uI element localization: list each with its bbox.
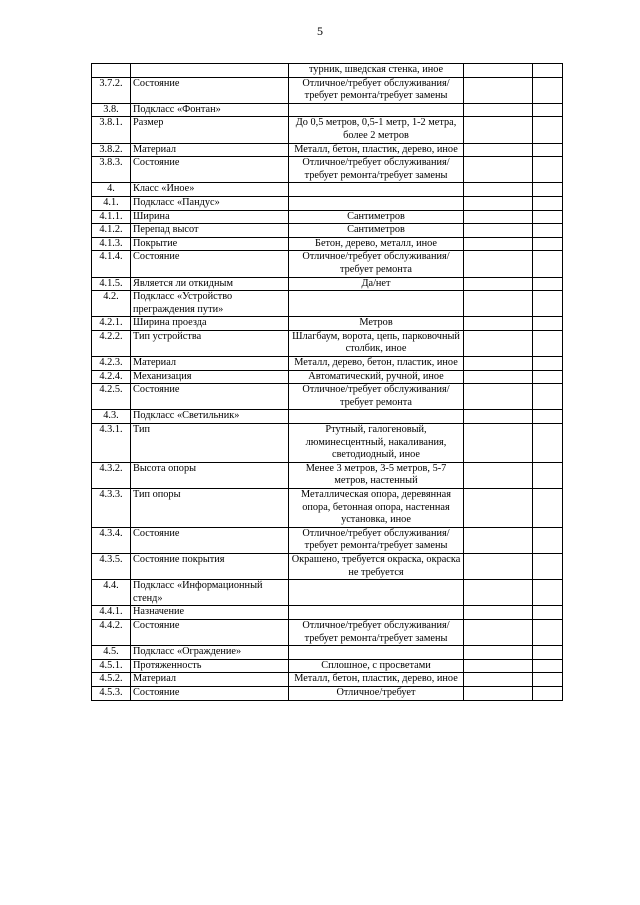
table-row <box>92 646 563 660</box>
row-number: 4.3.3. <box>92 489 131 528</box>
row-number: 4.5.1. <box>92 659 131 673</box>
row-attribute-name: Состояние <box>131 157 289 183</box>
table-row <box>92 686 563 700</box>
table-row <box>92 384 563 410</box>
row-attribute-name: Состояние <box>131 619 289 645</box>
row-attribute-name: Состояние покрытия <box>131 553 289 579</box>
row-attribute-values: Окрашено, требуется окраска, окраска не требуется <box>289 553 464 579</box>
row-attribute-name: Ширина проезда <box>131 317 289 331</box>
row-attribute-name: Состояние <box>131 251 289 277</box>
empty-cell <box>464 489 533 528</box>
row-attribute-values: Сантиметров <box>289 224 464 238</box>
empty-cell <box>533 117 563 143</box>
empty-cell <box>464 330 533 356</box>
empty-cell <box>464 646 533 660</box>
table-row <box>92 357 563 371</box>
empty-cell <box>464 527 533 553</box>
row-attribute-values <box>289 196 464 210</box>
table-row <box>92 673 563 687</box>
table-row <box>92 370 563 384</box>
empty-cell <box>464 64 533 78</box>
empty-cell <box>533 143 563 157</box>
empty-cell <box>464 357 533 371</box>
attributes-table <box>91 63 563 701</box>
row-attribute-values: Сантиметров <box>289 210 464 224</box>
row-attribute-name: Перепад высот <box>131 224 289 238</box>
row-attribute-name: Подкласс «Информационный стенд» <box>131 580 289 606</box>
table-row <box>92 330 563 356</box>
empty-cell <box>464 291 533 317</box>
table-row <box>92 424 563 463</box>
row-attribute-values: Отличное/требует <box>289 686 464 700</box>
row-number: 4.4.2. <box>92 619 131 645</box>
page-number: 5 <box>317 24 323 38</box>
table-row <box>92 237 563 251</box>
row-number: 4.5. <box>92 646 131 660</box>
row-number: 4.3. <box>92 410 131 424</box>
row-attribute-name: Подкласс «Устройство преграждения пути» <box>131 291 289 317</box>
empty-cell <box>533 157 563 183</box>
row-attribute-values: Автоматический, ручной, иное <box>289 370 464 384</box>
empty-cell <box>464 606 533 620</box>
empty-cell <box>533 103 563 117</box>
row-number: 4.2. <box>92 291 131 317</box>
row-number: 4.4.1. <box>92 606 131 620</box>
empty-cell <box>464 77 533 103</box>
row-attribute-values <box>289 291 464 317</box>
row-attribute-name: Высота опоры <box>131 462 289 488</box>
row-number: 4.2.4. <box>92 370 131 384</box>
row-attribute-name <box>131 64 289 78</box>
empty-cell <box>533 527 563 553</box>
row-attribute-values: Сплошное, с просветами <box>289 659 464 673</box>
table-row <box>92 527 563 553</box>
row-attribute-name: Подкласс «Светильник» <box>131 410 289 424</box>
empty-cell <box>464 673 533 687</box>
row-attribute-values <box>289 580 464 606</box>
empty-cell <box>533 277 563 291</box>
empty-cell <box>533 646 563 660</box>
row-attribute-name: Состояние <box>131 384 289 410</box>
row-number: 4.2.5. <box>92 384 131 410</box>
empty-cell <box>533 619 563 645</box>
table-row <box>92 606 563 620</box>
table-row <box>92 619 563 645</box>
row-attribute-values <box>289 183 464 197</box>
row-number: 4.1.3. <box>92 237 131 251</box>
row-number: 4.2.2. <box>92 330 131 356</box>
empty-cell <box>464 619 533 645</box>
empty-cell <box>464 224 533 238</box>
empty-cell <box>533 237 563 251</box>
empty-cell <box>464 384 533 410</box>
row-number: 4.1.2. <box>92 224 131 238</box>
row-attribute-name: Протяженность <box>131 659 289 673</box>
empty-cell <box>533 410 563 424</box>
row-attribute-values: Шлагбаум, ворота, цепь, парковочный столбик, иное <box>289 330 464 356</box>
empty-cell <box>533 384 563 410</box>
empty-cell <box>533 330 563 356</box>
empty-cell <box>464 580 533 606</box>
row-number: 4.3.4. <box>92 527 131 553</box>
empty-cell <box>533 659 563 673</box>
table-row <box>92 489 563 528</box>
row-number: 3.7.2. <box>92 77 131 103</box>
row-number: 4.3.2. <box>92 462 131 488</box>
row-number: 3.8.1. <box>92 117 131 143</box>
empty-cell <box>464 237 533 251</box>
table-row <box>92 210 563 224</box>
row-attribute-values: Металл, бетон, пластик, дерево, иное <box>289 143 464 157</box>
empty-cell <box>464 196 533 210</box>
row-attribute-name: Подкласс «Фонтан» <box>131 103 289 117</box>
empty-cell <box>464 462 533 488</box>
empty-cell <box>533 580 563 606</box>
empty-cell <box>533 317 563 331</box>
empty-cell <box>533 686 563 700</box>
row-attribute-values: Отличное/требует обслуживания/требует ремонта <box>289 384 464 410</box>
table-row <box>92 157 563 183</box>
row-number <box>92 64 131 78</box>
row-attribute-name: Механизация <box>131 370 289 384</box>
row-attribute-values: Отличное/требует обслуживания/требует ремонта/требует замены <box>289 157 464 183</box>
row-attribute-values: Да/нет <box>289 277 464 291</box>
table-row <box>92 77 563 103</box>
empty-cell <box>533 462 563 488</box>
empty-cell <box>533 291 563 317</box>
empty-cell <box>533 489 563 528</box>
table-row <box>92 196 563 210</box>
row-attribute-values: Металл, дерево, бетон, пластик, иное <box>289 357 464 371</box>
table-row <box>92 64 563 78</box>
row-attribute-name: Материал <box>131 143 289 157</box>
empty-cell <box>464 277 533 291</box>
row-attribute-name: Тип устройства <box>131 330 289 356</box>
row-attribute-values <box>289 103 464 117</box>
row-number: 4.3.5. <box>92 553 131 579</box>
row-number: 3.8. <box>92 103 131 117</box>
empty-cell <box>464 317 533 331</box>
table-row <box>92 277 563 291</box>
row-attribute-values: Бетон, дерево, металл, иное <box>289 237 464 251</box>
row-attribute-name: Подкласс «Пандус» <box>131 196 289 210</box>
empty-cell <box>533 77 563 103</box>
row-attribute-name: Является ли откидным <box>131 277 289 291</box>
table-row <box>92 117 563 143</box>
empty-cell <box>533 357 563 371</box>
table-row <box>92 410 563 424</box>
table-row <box>92 659 563 673</box>
empty-cell <box>533 64 563 78</box>
empty-cell <box>464 553 533 579</box>
empty-cell <box>533 196 563 210</box>
empty-cell <box>464 251 533 277</box>
row-number: 4.1.1. <box>92 210 131 224</box>
empty-cell <box>464 659 533 673</box>
empty-cell <box>464 143 533 157</box>
row-attribute-name: Назначение <box>131 606 289 620</box>
row-attribute-values: Менее 3 метров, 3-5 метров, 5-7 метров, настенный <box>289 462 464 488</box>
row-number: 4.1.4. <box>92 251 131 277</box>
table-row <box>92 103 563 117</box>
row-attribute-name: Подкласс «Ограждение» <box>131 646 289 660</box>
row-attribute-name: Класс «Иное» <box>131 183 289 197</box>
table-row <box>92 462 563 488</box>
table-row <box>92 553 563 579</box>
row-number: 4.4. <box>92 580 131 606</box>
row-attribute-name: Материал <box>131 673 289 687</box>
row-attribute-name: Состояние <box>131 686 289 700</box>
row-number: 4.3.1. <box>92 424 131 463</box>
empty-cell <box>533 606 563 620</box>
table-row <box>92 183 563 197</box>
row-attribute-values: Металл, бетон, пластик, дерево, иное <box>289 673 464 687</box>
empty-cell <box>533 251 563 277</box>
empty-cell <box>464 370 533 384</box>
row-attribute-name: Тип <box>131 424 289 463</box>
empty-cell <box>464 117 533 143</box>
row-attribute-name: Размер <box>131 117 289 143</box>
empty-cell <box>533 183 563 197</box>
row-number: 4. <box>92 183 131 197</box>
table-row <box>92 580 563 606</box>
row-attribute-name: Состояние <box>131 77 289 103</box>
table-row <box>92 143 563 157</box>
row-number: 4.2.1. <box>92 317 131 331</box>
row-attribute-values: Металлическая опора, деревянная опора, бетонная опора, настенная установка, иное <box>289 489 464 528</box>
row-number: 4.5.3. <box>92 686 131 700</box>
row-attribute-name: Покрытие <box>131 237 289 251</box>
empty-cell <box>464 157 533 183</box>
table-row <box>92 251 563 277</box>
empty-cell <box>464 103 533 117</box>
row-number: 4.1.5. <box>92 277 131 291</box>
row-attribute-values <box>289 646 464 660</box>
table-row <box>92 317 563 331</box>
row-attribute-name: Тип опоры <box>131 489 289 528</box>
empty-cell <box>533 370 563 384</box>
row-attribute-values <box>289 410 464 424</box>
row-attribute-values: турник, шведская стенка, иное <box>289 64 464 78</box>
row-attribute-values <box>289 606 464 620</box>
empty-cell <box>464 210 533 224</box>
empty-cell <box>533 224 563 238</box>
row-number: 4.5.2. <box>92 673 131 687</box>
empty-cell <box>464 686 533 700</box>
row-attribute-name: Ширина <box>131 210 289 224</box>
row-attribute-values: До 0,5 метров, 0,5-1 метр, 1-2 метра, более 2 метров <box>289 117 464 143</box>
table-row <box>92 291 563 317</box>
row-attribute-name: Материал <box>131 357 289 371</box>
row-attribute-values: Метров <box>289 317 464 331</box>
empty-cell <box>464 183 533 197</box>
empty-cell <box>533 553 563 579</box>
row-attribute-values: Отличное/требует обслуживания/требует ремонта/требует замены <box>289 77 464 103</box>
row-attribute-values: Отличное/требует обслуживания/требует ремонта <box>289 251 464 277</box>
empty-cell <box>533 210 563 224</box>
row-attribute-values: Ртутный, галогеновый, люминесцентный, накаливания, светодиодный, иное <box>289 424 464 463</box>
empty-cell <box>533 673 563 687</box>
row-attribute-values: Отличное/требует обслуживания/требует ремонта/требует замены <box>289 527 464 553</box>
row-number: 4.1. <box>92 196 131 210</box>
row-number: 4.2.3. <box>92 357 131 371</box>
empty-cell <box>464 410 533 424</box>
row-attribute-name: Состояние <box>131 527 289 553</box>
row-attribute-values: Отличное/требует обслуживания/требует ремонта/требует замены <box>289 619 464 645</box>
empty-cell <box>464 424 533 463</box>
row-number: 3.8.3. <box>92 157 131 183</box>
row-number: 3.8.2. <box>92 143 131 157</box>
empty-cell <box>533 424 563 463</box>
table-row <box>92 224 563 238</box>
